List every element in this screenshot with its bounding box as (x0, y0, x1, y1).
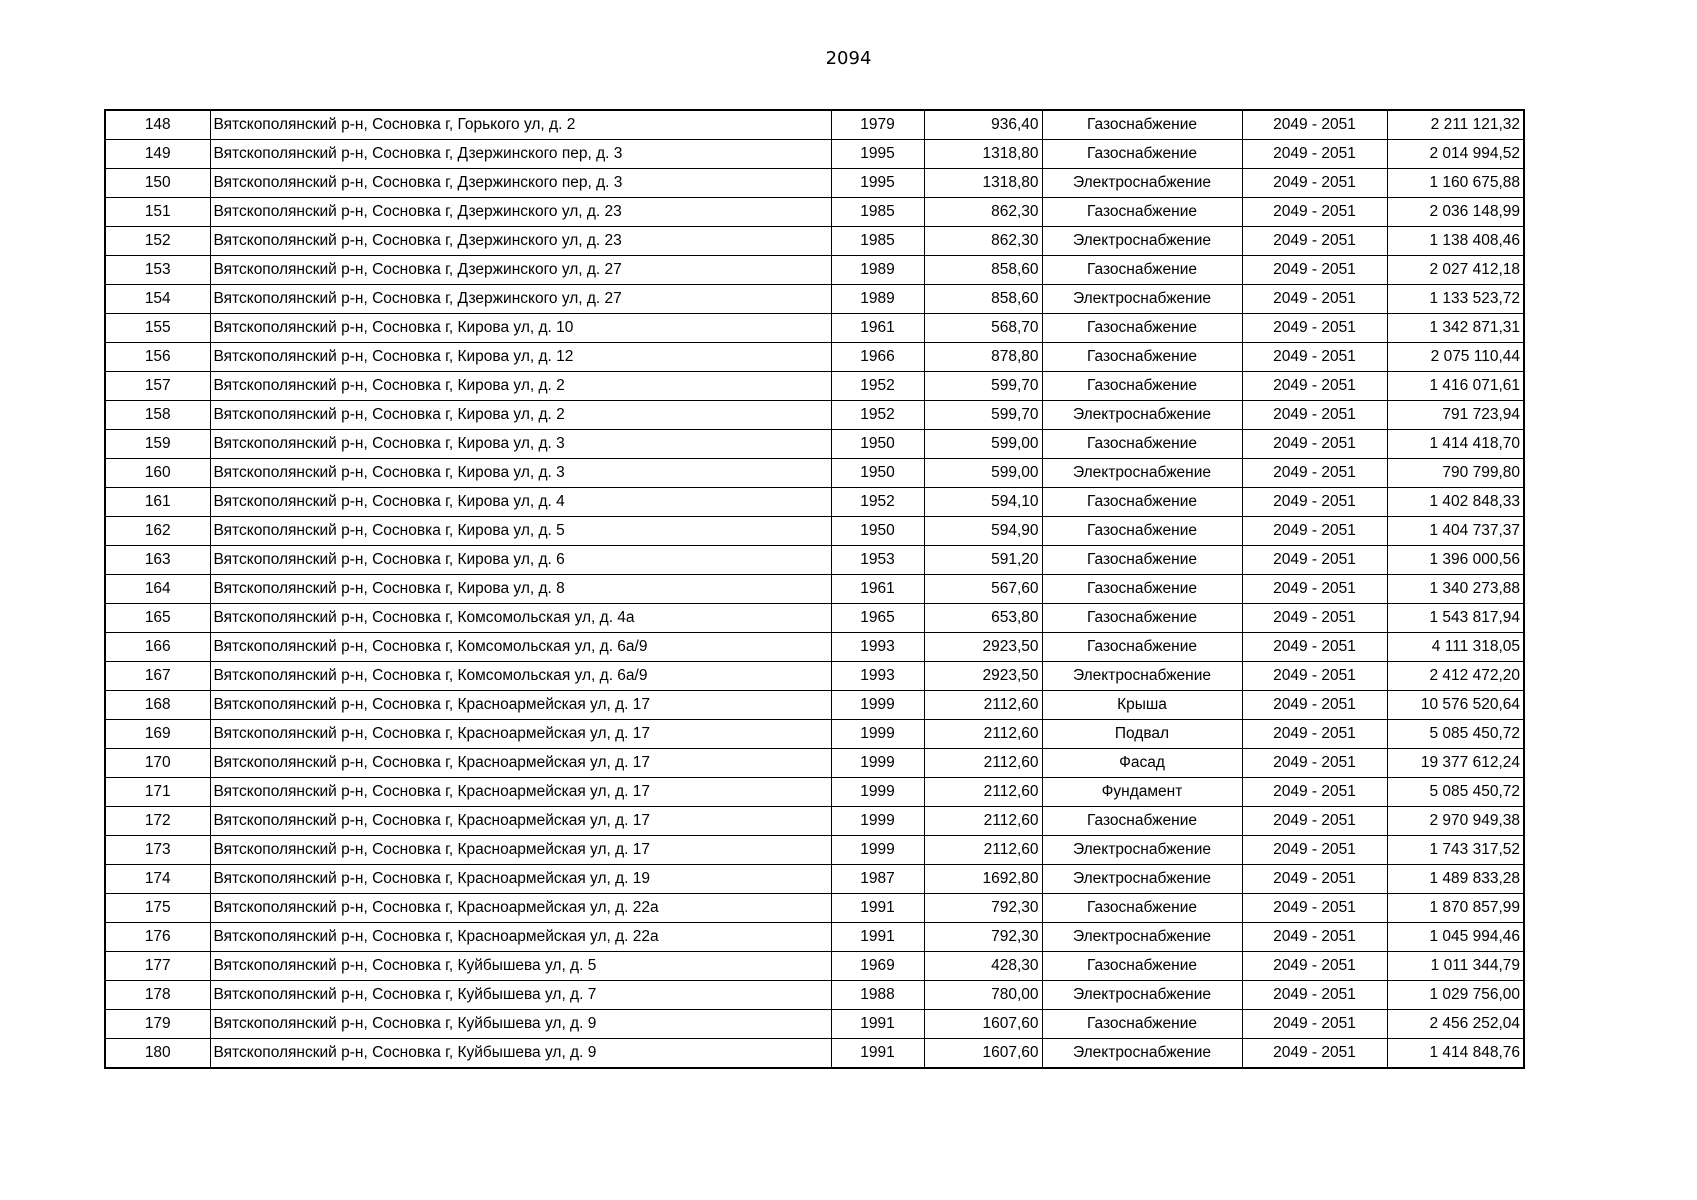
address-cell: Вятскополянский р-н, Сосновка г, Кирова ул, д. 12 (210, 343, 831, 372)
cost-cell: 1 404 737,37 (1387, 517, 1524, 546)
work-type-cell: Газоснабжение (1042, 198, 1242, 227)
area-cell: 653,80 (924, 604, 1042, 633)
row-number-cell: 174 (105, 865, 210, 894)
row-number-cell: 173 (105, 836, 210, 865)
period-cell: 2049 - 2051 (1242, 546, 1387, 575)
address-cell: Вятскополянский р-н, Сосновка г, Дзержинского ул, д. 23 (210, 227, 831, 256)
area-cell: 1607,60 (924, 1039, 1042, 1069)
build-year-cell: 1950 (831, 459, 924, 488)
address-cell: Вятскополянский р-н, Сосновка г, Кирова ул, д. 2 (210, 372, 831, 401)
cost-cell: 2 412 472,20 (1387, 662, 1524, 691)
period-cell: 2049 - 2051 (1242, 430, 1387, 459)
cost-cell: 1 160 675,88 (1387, 169, 1524, 198)
period-cell: 2049 - 2051 (1242, 749, 1387, 778)
address-cell: Вятскополянский р-н, Сосновка г, Дзержинского ул, д. 27 (210, 285, 831, 314)
build-year-cell: 1999 (831, 807, 924, 836)
build-year-cell: 1950 (831, 430, 924, 459)
area-cell: 780,00 (924, 981, 1042, 1010)
period-cell: 2049 - 2051 (1242, 633, 1387, 662)
area-cell: 591,20 (924, 546, 1042, 575)
build-year-cell: 1969 (831, 952, 924, 981)
cost-cell: 790 799,80 (1387, 459, 1524, 488)
area-cell: 599,70 (924, 401, 1042, 430)
address-cell: Вятскополянский р-н, Сосновка г, Дзержинского пер, д. 3 (210, 169, 831, 198)
work-type-cell: Электроснабжение (1042, 923, 1242, 952)
build-year-cell: 1999 (831, 778, 924, 807)
address-cell: Вятскополянский р-н, Сосновка г, Кирова ул, д. 2 (210, 401, 831, 430)
table-row (105, 807, 1524, 836)
row-number-cell: 180 (105, 1039, 210, 1069)
period-cell: 2049 - 2051 (1242, 517, 1387, 546)
cost-cell: 19 377 612,24 (1387, 749, 1524, 778)
period-cell: 2049 - 2051 (1242, 227, 1387, 256)
build-year-cell: 1993 (831, 662, 924, 691)
address-cell: Вятскополянский р-н, Сосновка г, Куйбышева ул, д. 9 (210, 1010, 831, 1039)
table-row (105, 604, 1524, 633)
build-year-cell: 1979 (831, 110, 924, 140)
address-cell: Вятскополянский р-н, Сосновка г, Кирова ул, д. 10 (210, 314, 831, 343)
cost-cell: 1 138 408,46 (1387, 227, 1524, 256)
area-cell: 567,60 (924, 575, 1042, 604)
work-type-cell: Газоснабжение (1042, 633, 1242, 662)
work-type-cell: Газоснабжение (1042, 372, 1242, 401)
table-row (105, 778, 1524, 807)
build-year-cell: 1953 (831, 546, 924, 575)
area-cell: 792,30 (924, 894, 1042, 923)
build-year-cell: 1991 (831, 1039, 924, 1069)
area-cell: 2112,60 (924, 778, 1042, 807)
cost-cell: 1 342 871,31 (1387, 314, 1524, 343)
period-cell: 2049 - 2051 (1242, 140, 1387, 169)
address-cell: Вятскополянский р-н, Сосновка г, Красноармейская ул, д. 19 (210, 865, 831, 894)
period-cell: 2049 - 2051 (1242, 198, 1387, 227)
row-number-cell: 153 (105, 256, 210, 285)
period-cell: 2049 - 2051 (1242, 865, 1387, 894)
cost-cell: 2 014 994,52 (1387, 140, 1524, 169)
period-cell: 2049 - 2051 (1242, 459, 1387, 488)
row-number-cell: 149 (105, 140, 210, 169)
area-cell: 1607,60 (924, 1010, 1042, 1039)
period-cell: 2049 - 2051 (1242, 110, 1387, 140)
row-number-cell: 176 (105, 923, 210, 952)
table-row (105, 633, 1524, 662)
build-year-cell: 1989 (831, 256, 924, 285)
row-number-cell: 163 (105, 546, 210, 575)
area-cell: 862,30 (924, 198, 1042, 227)
row-number-cell: 179 (105, 1010, 210, 1039)
period-cell: 2049 - 2051 (1242, 575, 1387, 604)
area-cell: 599,70 (924, 372, 1042, 401)
work-type-cell: Электроснабжение (1042, 981, 1242, 1010)
address-cell: Вятскополянский р-н, Сосновка г, Дзержинского ул, д. 23 (210, 198, 831, 227)
row-number-cell: 152 (105, 227, 210, 256)
cost-cell: 1 011 344,79 (1387, 952, 1524, 981)
work-type-cell: Газоснабжение (1042, 110, 1242, 140)
period-cell: 2049 - 2051 (1242, 169, 1387, 198)
cost-cell: 1 029 756,00 (1387, 981, 1524, 1010)
repair-schedule-table (104, 109, 1525, 1069)
area-cell: 878,80 (924, 343, 1042, 372)
build-year-cell: 1995 (831, 169, 924, 198)
address-cell: Вятскополянский р-н, Сосновка г, Кирова ул, д. 3 (210, 430, 831, 459)
work-type-cell: Фасад (1042, 749, 1242, 778)
row-number-cell: 148 (105, 110, 210, 140)
area-cell: 2923,50 (924, 633, 1042, 662)
build-year-cell: 1952 (831, 372, 924, 401)
table-row (105, 836, 1524, 865)
build-year-cell: 1961 (831, 575, 924, 604)
work-type-cell: Подвал (1042, 720, 1242, 749)
table-row (105, 662, 1524, 691)
work-type-cell: Электроснабжение (1042, 459, 1242, 488)
row-number-cell: 157 (105, 372, 210, 401)
build-year-cell: 1950 (831, 517, 924, 546)
table-row (105, 430, 1524, 459)
address-cell: Вятскополянский р-н, Сосновка г, Красноармейская ул, д. 17 (210, 691, 831, 720)
build-year-cell: 1985 (831, 198, 924, 227)
period-cell: 2049 - 2051 (1242, 807, 1387, 836)
build-year-cell: 1999 (831, 720, 924, 749)
table-row (105, 459, 1524, 488)
row-number-cell: 160 (105, 459, 210, 488)
address-cell: Вятскополянский р-н, Сосновка г, Горького ул, д. 2 (210, 110, 831, 140)
build-year-cell: 1991 (831, 1010, 924, 1039)
area-cell: 1318,80 (924, 140, 1042, 169)
build-year-cell: 1952 (831, 488, 924, 517)
work-type-cell: Газоснабжение (1042, 546, 1242, 575)
build-year-cell: 1993 (831, 633, 924, 662)
build-year-cell: 1961 (831, 314, 924, 343)
work-type-cell: Газоснабжение (1042, 256, 1242, 285)
cost-cell: 2 456 252,04 (1387, 1010, 1524, 1039)
period-cell: 2049 - 2051 (1242, 488, 1387, 517)
table-row (105, 343, 1524, 372)
period-cell: 2049 - 2051 (1242, 981, 1387, 1010)
build-year-cell: 1995 (831, 140, 924, 169)
cost-cell: 2 027 412,18 (1387, 256, 1524, 285)
table-row (105, 314, 1524, 343)
build-year-cell: 1988 (831, 981, 924, 1010)
period-cell: 2049 - 2051 (1242, 1010, 1387, 1039)
address-cell: Вятскополянский р-н, Сосновка г, Кирова ул, д. 3 (210, 459, 831, 488)
row-number-cell: 155 (105, 314, 210, 343)
table-row (105, 749, 1524, 778)
address-cell: Вятскополянский р-н, Сосновка г, Дзержинского ул, д. 27 (210, 256, 831, 285)
area-cell: 2923,50 (924, 662, 1042, 691)
address-cell: Вятскополянский р-н, Сосновка г, Кирова ул, д. 6 (210, 546, 831, 575)
work-type-cell: Электроснабжение (1042, 169, 1242, 198)
address-cell: Вятскополянский р-н, Сосновка г, Красноармейская ул, д. 17 (210, 720, 831, 749)
period-cell: 2049 - 2051 (1242, 923, 1387, 952)
table-row (105, 169, 1524, 198)
row-number-cell: 170 (105, 749, 210, 778)
build-year-cell: 1999 (831, 691, 924, 720)
table-row (105, 285, 1524, 314)
row-number-cell: 150 (105, 169, 210, 198)
address-cell: Вятскополянский р-н, Сосновка г, Комсомольская ул, д. 4а (210, 604, 831, 633)
row-number-cell: 156 (105, 343, 210, 372)
area-cell: 858,60 (924, 285, 1042, 314)
period-cell: 2049 - 2051 (1242, 720, 1387, 749)
area-cell: 792,30 (924, 923, 1042, 952)
address-cell: Вятскополянский р-н, Сосновка г, Комсомольская ул, д. 6а/9 (210, 633, 831, 662)
build-year-cell: 1999 (831, 836, 924, 865)
work-type-cell: Газоснабжение (1042, 430, 1242, 459)
cost-cell: 2 970 949,38 (1387, 807, 1524, 836)
table-row (105, 691, 1524, 720)
area-cell: 594,90 (924, 517, 1042, 546)
cost-cell: 4 111 318,05 (1387, 633, 1524, 662)
work-type-cell: Газоснабжение (1042, 807, 1242, 836)
area-cell: 599,00 (924, 430, 1042, 459)
row-number-cell: 151 (105, 198, 210, 227)
build-year-cell: 1952 (831, 401, 924, 430)
period-cell: 2049 - 2051 (1242, 343, 1387, 372)
work-type-cell: Газоснабжение (1042, 604, 1242, 633)
row-number-cell: 172 (105, 807, 210, 836)
address-cell: Вятскополянский р-н, Сосновка г, Куйбышева ул, д. 7 (210, 981, 831, 1010)
area-cell: 862,30 (924, 227, 1042, 256)
period-cell: 2049 - 2051 (1242, 778, 1387, 807)
address-cell: Вятскополянский р-н, Сосновка г, Комсомольская ул, д. 6а/9 (210, 662, 831, 691)
row-number-cell: 171 (105, 778, 210, 807)
table-body (105, 110, 1524, 1068)
work-type-cell: Электроснабжение (1042, 227, 1242, 256)
table-row (105, 923, 1524, 952)
cost-cell: 1 489 833,28 (1387, 865, 1524, 894)
row-number-cell: 158 (105, 401, 210, 430)
cost-cell: 1 396 000,56 (1387, 546, 1524, 575)
period-cell: 2049 - 2051 (1242, 604, 1387, 633)
build-year-cell: 1991 (831, 923, 924, 952)
row-number-cell: 167 (105, 662, 210, 691)
area-cell: 1692,80 (924, 865, 1042, 894)
table-row (105, 488, 1524, 517)
work-type-cell: Газоснабжение (1042, 314, 1242, 343)
cost-cell: 1 414 848,76 (1387, 1039, 1524, 1069)
period-cell: 2049 - 2051 (1242, 372, 1387, 401)
row-number-cell: 165 (105, 604, 210, 633)
work-type-cell: Электроснабжение (1042, 401, 1242, 430)
build-year-cell: 1987 (831, 865, 924, 894)
table-row (105, 720, 1524, 749)
area-cell: 594,10 (924, 488, 1042, 517)
period-cell: 2049 - 2051 (1242, 314, 1387, 343)
area-cell: 2112,60 (924, 691, 1042, 720)
table-row (105, 372, 1524, 401)
period-cell: 2049 - 2051 (1242, 952, 1387, 981)
row-number-cell: 154 (105, 285, 210, 314)
work-type-cell: Газоснабжение (1042, 517, 1242, 546)
row-number-cell: 164 (105, 575, 210, 604)
table-row (105, 256, 1524, 285)
cost-cell: 1 045 994,46 (1387, 923, 1524, 952)
work-type-cell: Крыша (1042, 691, 1242, 720)
work-type-cell: Газоснабжение (1042, 488, 1242, 517)
period-cell: 2049 - 2051 (1242, 662, 1387, 691)
cost-cell: 1 402 848,33 (1387, 488, 1524, 517)
cost-cell: 1 414 418,70 (1387, 430, 1524, 459)
work-type-cell: Газоснабжение (1042, 894, 1242, 923)
period-cell: 2049 - 2051 (1242, 836, 1387, 865)
cost-cell: 1 870 857,99 (1387, 894, 1524, 923)
work-type-cell: Электроснабжение (1042, 285, 1242, 314)
table-row (105, 1039, 1524, 1069)
work-type-cell: Газоснабжение (1042, 343, 1242, 372)
table-row (105, 865, 1524, 894)
work-type-cell: Газоснабжение (1042, 1010, 1242, 1039)
area-cell: 1318,80 (924, 169, 1042, 198)
row-number-cell: 169 (105, 720, 210, 749)
cost-cell: 5 085 450,72 (1387, 720, 1524, 749)
table-row (105, 575, 1524, 604)
table-row (105, 110, 1524, 140)
address-cell: Вятскополянский р-н, Сосновка г, Куйбышева ул, д. 5 (210, 952, 831, 981)
cost-cell: 2 075 110,44 (1387, 343, 1524, 372)
table-row (105, 517, 1524, 546)
address-cell: Вятскополянский р-н, Сосновка г, Куйбышева ул, д. 9 (210, 1039, 831, 1069)
address-cell: Вятскополянский р-н, Сосновка г, Красноармейская ул, д. 17 (210, 807, 831, 836)
address-cell: Вятскополянский р-н, Сосновка г, Дзержинского пер, д. 3 (210, 140, 831, 169)
period-cell: 2049 - 2051 (1242, 401, 1387, 430)
table-row (105, 227, 1524, 256)
table-row (105, 952, 1524, 981)
period-cell: 2049 - 2051 (1242, 1039, 1387, 1069)
table-row (105, 140, 1524, 169)
area-cell: 858,60 (924, 256, 1042, 285)
work-type-cell: Газоснабжение (1042, 952, 1242, 981)
cost-cell: 10 576 520,64 (1387, 691, 1524, 720)
cost-cell: 5 085 450,72 (1387, 778, 1524, 807)
cost-cell: 1 340 273,88 (1387, 575, 1524, 604)
area-cell: 2112,60 (924, 720, 1042, 749)
table-row (105, 401, 1524, 430)
area-cell: 2112,60 (924, 836, 1042, 865)
address-cell: Вятскополянский р-н, Сосновка г, Красноармейская ул, д. 22а (210, 894, 831, 923)
row-number-cell: 178 (105, 981, 210, 1010)
area-cell: 936,40 (924, 110, 1042, 140)
period-cell: 2049 - 2051 (1242, 256, 1387, 285)
work-type-cell: Газоснабжение (1042, 575, 1242, 604)
build-year-cell: 1991 (831, 894, 924, 923)
work-type-cell: Электроснабжение (1042, 836, 1242, 865)
period-cell: 2049 - 2051 (1242, 285, 1387, 314)
build-year-cell: 1965 (831, 604, 924, 633)
area-cell: 2112,60 (924, 749, 1042, 778)
build-year-cell: 1966 (831, 343, 924, 372)
cost-cell: 2 211 121,32 (1387, 110, 1524, 140)
address-cell: Вятскополянский р-н, Сосновка г, Кирова ул, д. 4 (210, 488, 831, 517)
address-cell: Вятскополянский р-н, Сосновка г, Кирова ул, д. 5 (210, 517, 831, 546)
cost-cell: 1 133 523,72 (1387, 285, 1524, 314)
period-cell: 2049 - 2051 (1242, 894, 1387, 923)
row-number-cell: 168 (105, 691, 210, 720)
area-cell: 599,00 (924, 459, 1042, 488)
build-year-cell: 1999 (831, 749, 924, 778)
address-cell: Вятскополянский р-н, Сосновка г, Кирова ул, д. 8 (210, 575, 831, 604)
table-row (105, 198, 1524, 227)
address-cell: Вятскополянский р-н, Сосновка г, Красноармейская ул, д. 22а (210, 923, 831, 952)
work-type-cell: Фундамент (1042, 778, 1242, 807)
row-number-cell: 175 (105, 894, 210, 923)
build-year-cell: 1989 (831, 285, 924, 314)
table-row (105, 1010, 1524, 1039)
address-cell: Вятскополянский р-н, Сосновка г, Красноармейская ул, д. 17 (210, 778, 831, 807)
area-cell: 568,70 (924, 314, 1042, 343)
period-cell: 2049 - 2051 (1242, 691, 1387, 720)
cost-cell: 1 743 317,52 (1387, 836, 1524, 865)
work-type-cell: Электроснабжение (1042, 662, 1242, 691)
work-type-cell: Электроснабжение (1042, 865, 1242, 894)
row-number-cell: 166 (105, 633, 210, 662)
cost-cell: 791 723,94 (1387, 401, 1524, 430)
row-number-cell: 159 (105, 430, 210, 459)
area-cell: 2112,60 (924, 807, 1042, 836)
build-year-cell: 1985 (831, 227, 924, 256)
address-cell: Вятскополянский р-н, Сосновка г, Красноармейская ул, д. 17 (210, 749, 831, 778)
table-row (105, 894, 1524, 923)
cost-cell: 1 416 071,61 (1387, 372, 1524, 401)
row-number-cell: 161 (105, 488, 210, 517)
cost-cell: 1 543 817,94 (1387, 604, 1524, 633)
area-cell: 428,30 (924, 952, 1042, 981)
address-cell: Вятскополянский р-н, Сосновка г, Красноармейская ул, д. 17 (210, 836, 831, 865)
work-type-cell: Электроснабжение (1042, 1039, 1242, 1069)
work-type-cell: Газоснабжение (1042, 140, 1242, 169)
row-number-cell: 162 (105, 517, 210, 546)
page-number: 2094 (825, 48, 872, 69)
table-row (105, 981, 1524, 1010)
row-number-cell: 177 (105, 952, 210, 981)
table-row (105, 546, 1524, 575)
cost-cell: 2 036 148,99 (1387, 198, 1524, 227)
